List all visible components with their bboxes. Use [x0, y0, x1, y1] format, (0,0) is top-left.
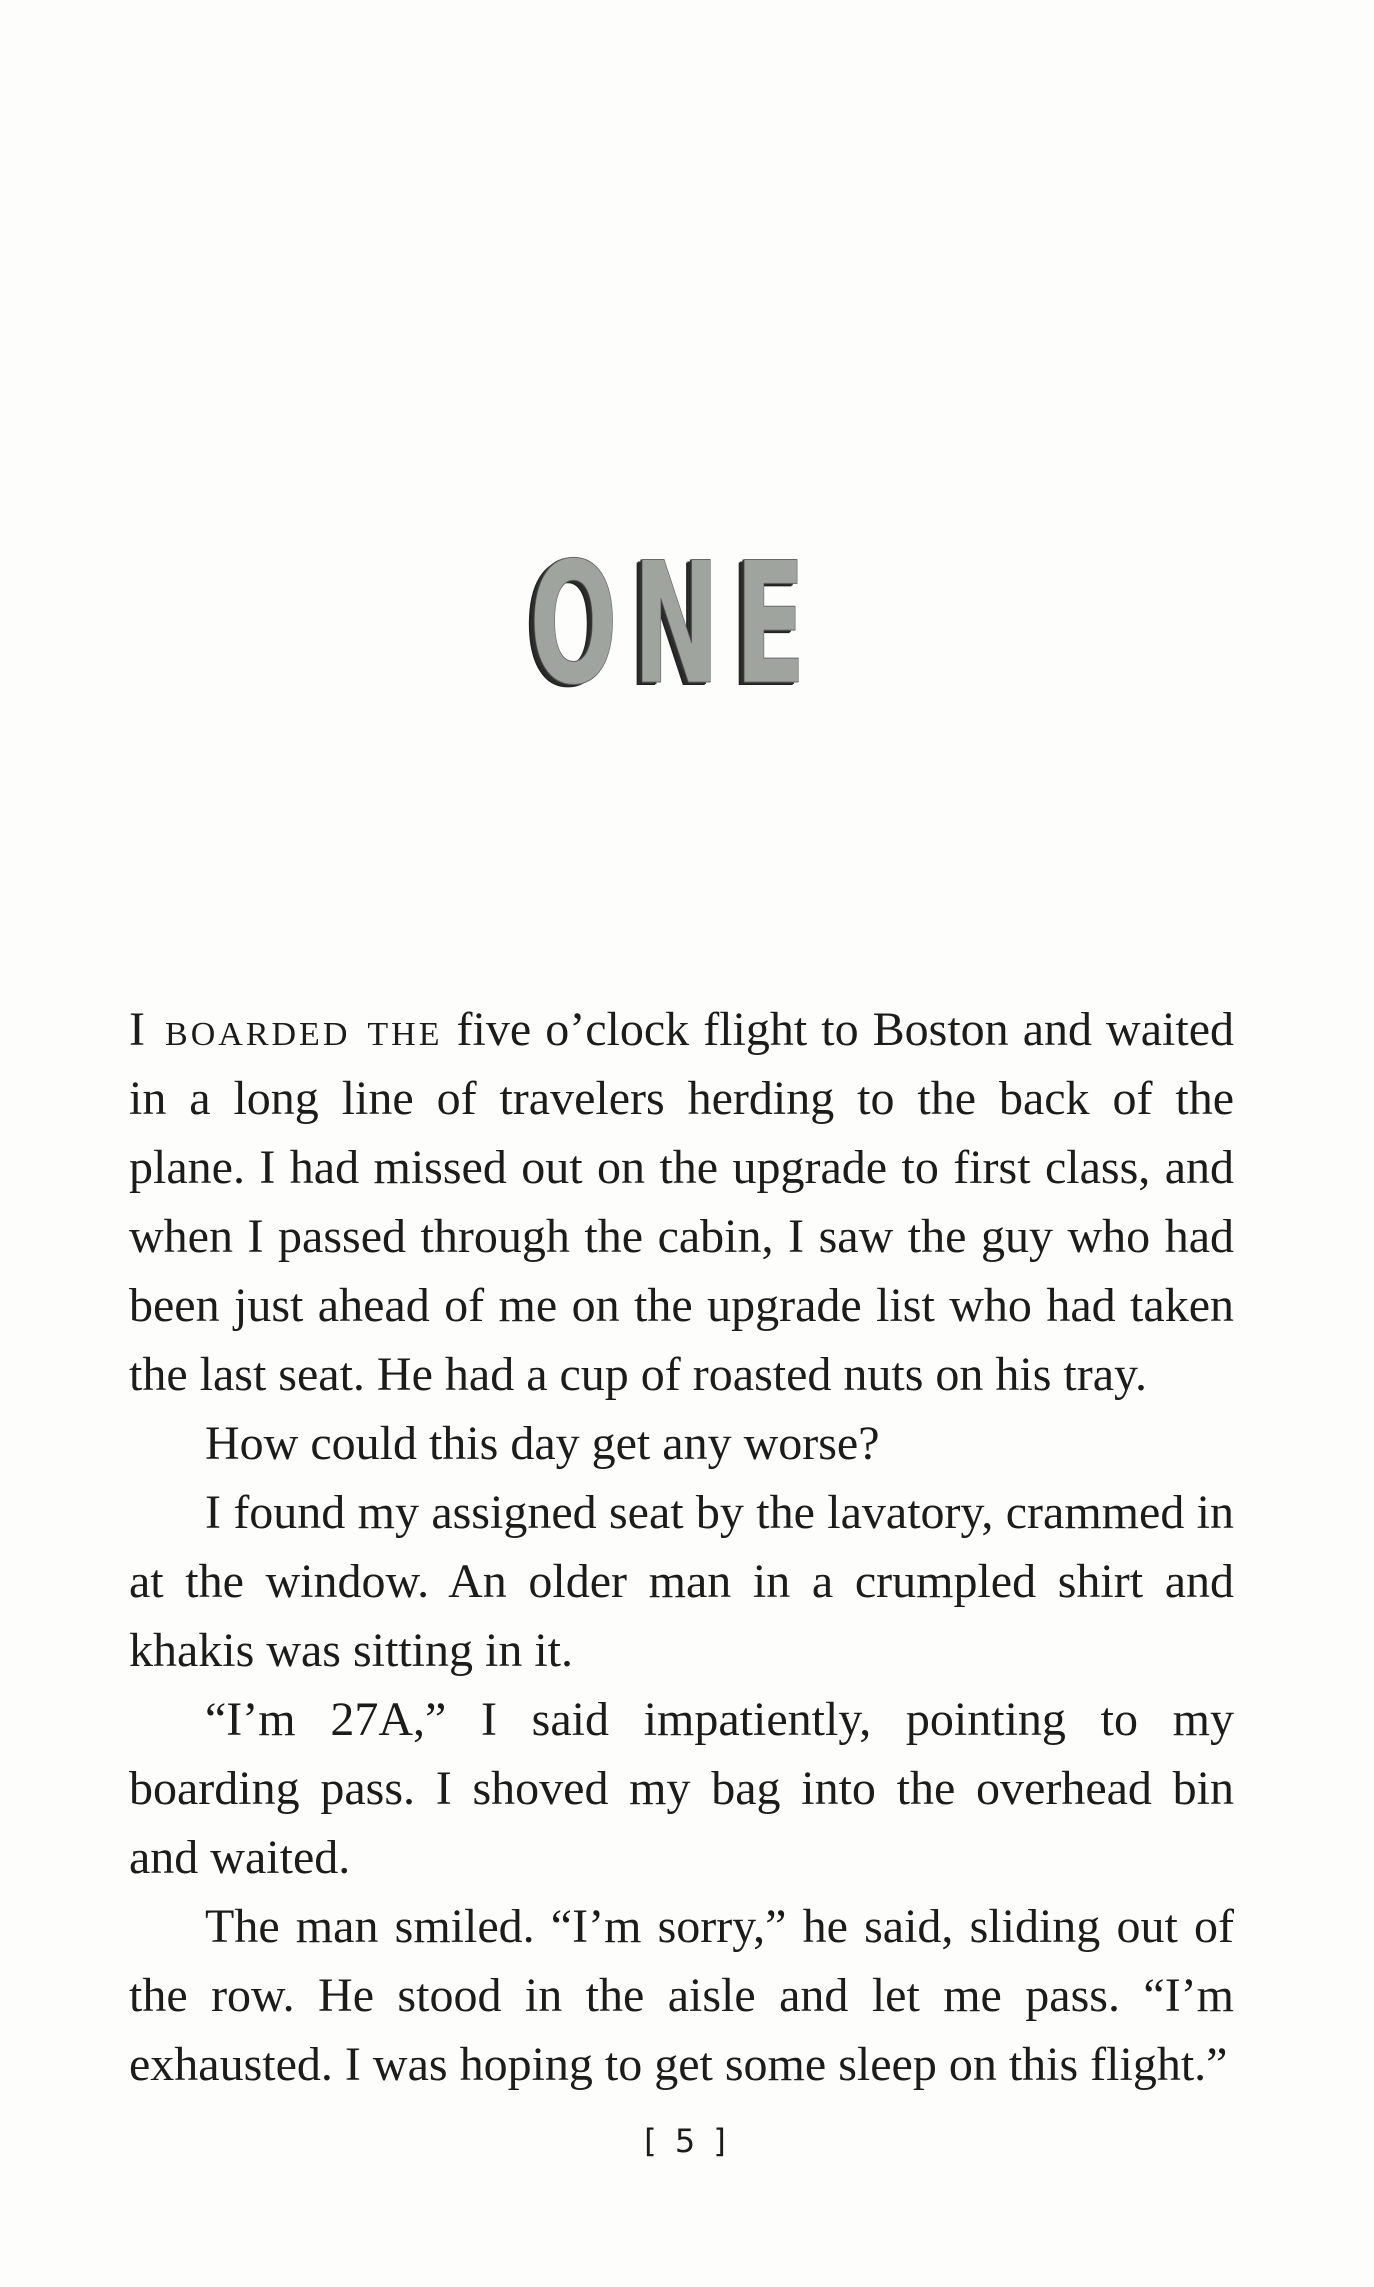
paragraph: “I’m 27A,” I said impatiently, pointing to my boarding pass. I shoved my bag into the overhead bin and waited.: [129, 1693, 1234, 1884]
paragraph-opening: [129, 995, 1234, 1409]
page-number: [ 5 ]: [644, 2122, 730, 2160]
chapter-title: ONE: [529, 526, 821, 722]
chapter-body-text: [129, 995, 1234, 2099]
paragraph-opening-text: five o’clock flight to Boston and waited in a long line of travelers herding to the back of the plane. I had missed out on the upgrade to first class, and when I passed through the cabin, I saw the guy who had been just ahead of me on the upgrade list who had taken the last seat. He had a cup of roasted nuts on his tray.: [129, 1003, 1234, 1401]
paragraph: I found my assigned seat by the lavatory, crammed in at the window. An older man in a crumpled shirt and khakis was sitting in it.: [129, 1486, 1234, 1677]
paragraph: How could this day get any worse?: [205, 1417, 880, 1470]
paragraph: The man smiled. “I’m sorry,” he said, sliding out of the row. He stood in the aisle and let me pass. “I’m exhausted. I was hoping to get some sleep on this flight.”: [129, 1900, 1234, 2091]
lead-in-smallcaps: I boarded the: [129, 1003, 443, 1056]
